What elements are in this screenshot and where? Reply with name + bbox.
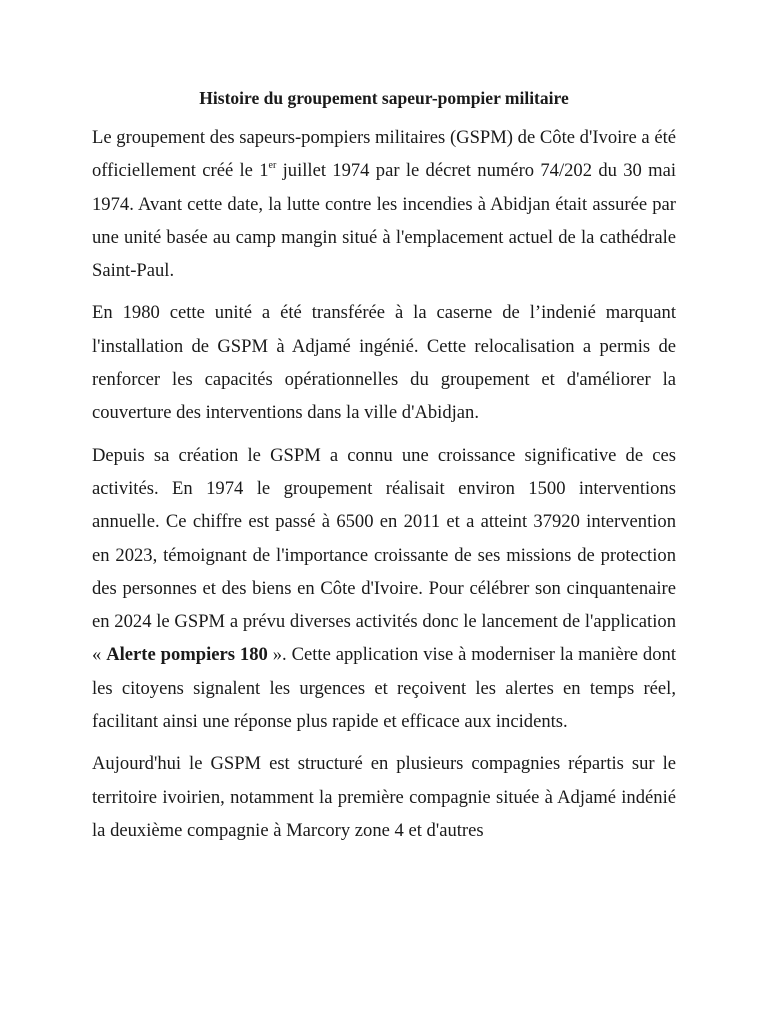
ordinal-superscript: er [268, 160, 277, 172]
document-title: Histoire du groupement sapeur-pompier militaire [199, 88, 569, 108]
document-page [92, 84, 676, 856]
paragraph-creation-text-end: juillet 1974 par le décret numéro 74/202 du 30 mai 1974. Avant cette date, la lutte contre les incendies à Abidjan était assurée par une unité basée au camp mangin situé à l'emplacement actuel de la cathédrale Saint-Paul. [92, 160, 676, 282]
paragraph-growth-text-end: ». Cette application vise à moderniser la manière dont les citoyens signalent les urgences et reçoivent les alertes en temps réel, facilitant ainsi une réponse plus rapide et efficace aux incidents. [92, 644, 676, 733]
paragraph-structure: Aujourd'hui le GSPM est structuré en plusieurs compagnies répartis sur le territoire ivoirien, notamment la première compagnie située à Adjamé indénié la deuxième compagnie à Marcory zone 4 et d'autres [92, 753, 676, 841]
paragraph-growth-text-start: Depuis sa création le GSPM a connu une croissance significative de ces activités. En 1974 le groupement réalisait environ 1500 interventions annuelle. Ce chiffre est passé à 6500 en 2011 et a atteint 37920 intervention en 2023, témoignant de l'importance croissante de ses missions de protection des personnes et des biens en Côte d'Ivoire. Pour célébrer son cinquantenaire en 2024 le GSPM a prévu diverses activités donc le lancement de l'application « [92, 444, 676, 666]
app-name-bold: Alerte pompiers 180 [106, 644, 268, 666]
paragraph-growth [92, 439, 676, 739]
paragraph-relocation: En 1980 cette unité a été transférée à la caserne de l’indenié marquant l'installation de GSPM à Adjamé ingénié. Cette relocalisation a permis de renforcer les capacités opérationnelles du groupement et d'améliorer la couverture des interventions dans la ville d'Abidjan. [92, 302, 676, 424]
paragraph-creation-text-start: Le groupement des sapeurs-pompiers militaires (GSPM) de Côte d'Ivoire a été officiellement créé le 1 [92, 127, 676, 182]
paragraph-creation [92, 121, 676, 287]
